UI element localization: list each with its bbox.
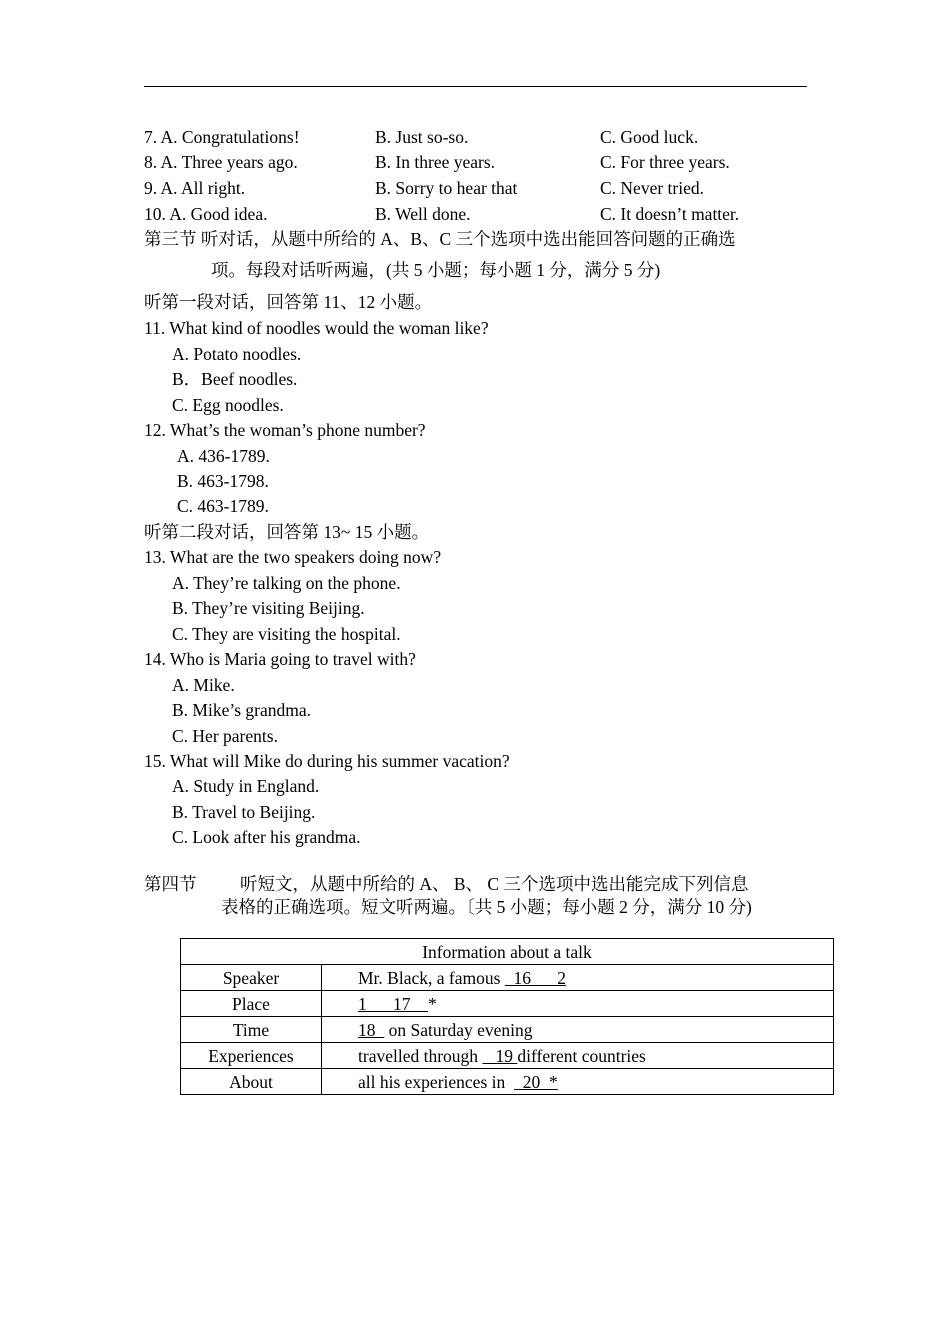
q11-option-b: B．Beef noodles. <box>172 369 298 389</box>
row-key-experiences: Experiences <box>181 1043 322 1069</box>
row-key-time: Time <box>181 1017 322 1043</box>
header-rule <box>144 86 807 87</box>
q15-question: 15. What will Mike do during his summer vacation? <box>144 751 510 771</box>
q7-option-b: B. Just so-so. <box>375 127 469 147</box>
row-key-speaker: Speaker <box>181 965 322 991</box>
value-text: Mr. Black, a famous <box>358 967 505 988</box>
table-row <box>181 965 834 991</box>
table-title-row <box>181 939 834 965</box>
q10-option-a: 10. A. Good idea. <box>144 204 268 224</box>
q13-option-a: A. They’re talking on the phone. <box>172 573 401 593</box>
blank-20: 20 * <box>514 1071 558 1092</box>
value-text: different countries <box>517 1045 646 1066</box>
q11-option-c: C. Egg noodles. <box>172 395 284 415</box>
row-key-place: Place <box>181 991 322 1017</box>
q13-option-b: B. They’re visiting Beijing. <box>172 598 365 618</box>
row-value-place <box>322 991 834 1017</box>
q9-option-a: 9. A. All right. <box>144 178 246 198</box>
q10-option-c: C. It doesn’t matter. <box>600 204 740 224</box>
q15-option-c: C. Look after his grandma. <box>172 827 361 847</box>
blank-17: 1 17 <box>358 993 428 1014</box>
q14-option-b: B. Mike’s grandma. <box>172 700 312 720</box>
value-text: * <box>428 993 437 1014</box>
q8-option-a: 8. A. Three years ago. <box>144 152 298 172</box>
q13-option-c: C. They are visiting the hospital. <box>172 624 401 644</box>
q9-option-b: B. Sorry to hear that <box>375 178 518 198</box>
q12-option-c: C. 463-1789. <box>177 496 269 516</box>
q8-option-b: B. In three years. <box>375 152 496 172</box>
q15-option-a: A. Study in England. <box>172 776 320 796</box>
value-text: on Saturday evening <box>384 1019 533 1040</box>
table-row <box>181 1069 834 1095</box>
row-key-about: About <box>181 1069 322 1095</box>
blank-18: 18 <box>358 1019 385 1040</box>
table-title: Information about a talk <box>181 939 834 965</box>
dialog1-heading: 听第一段对话，回答第 11、12 小题。 <box>144 292 433 312</box>
value-text: all his experiences in <box>358 1071 514 1092</box>
q12-option-b: B. 463-1798. <box>177 471 269 491</box>
table-row <box>181 991 834 1017</box>
q12-option-a: A. 436-1789. <box>177 446 270 466</box>
q11-option-a: A. Potato noodles. <box>172 344 302 364</box>
table-row <box>181 1043 834 1069</box>
section3-instructions-line1: 第三节 听对话，从题中所给的 A、B、C 三个选项中选出能回答问题的正确选 <box>144 229 736 249</box>
row-value-speaker <box>322 965 834 991</box>
row-value-about <box>322 1069 834 1095</box>
row-value-time <box>322 1017 834 1043</box>
section4-instructions-line2: 表格的正确选项。短文听两遍。〔共 5 小题；每小题 2 分，满分 10 分) <box>221 897 752 917</box>
q14-option-a: A. Mike. <box>172 675 235 695</box>
section3-instructions-line2: 项。每段对话听两遍，(共 5 小题；每小题 1 分，满分 5 分) <box>211 260 661 280</box>
q14-question: 14. Who is Maria going to travel with? <box>144 649 416 669</box>
row-value-experiences <box>322 1043 834 1069</box>
dialog2-heading: 听第二段对话，回答第 13~ 15 小题。 <box>144 522 430 542</box>
q9-option-c: C. Never tried. <box>600 178 704 198</box>
table-row <box>181 1017 834 1043</box>
q13-question: 13. What are the two speakers doing now? <box>144 547 442 567</box>
section4-instructions-line1: 听短文，从题中所给的 A、 B、 C 三个选项中选出能完成下列信息 <box>240 874 749 894</box>
section4-label: 第四节 <box>144 874 197 894</box>
info-table <box>180 938 834 1095</box>
q11-question: 11. What kind of noodles would the woman like? <box>144 318 489 338</box>
q7-option-a: 7. A. Congratulations! <box>144 127 300 147</box>
q12-question: 12. What’s the woman’s phone number? <box>144 420 426 440</box>
q7-option-c: C. Good luck. <box>600 127 699 147</box>
q8-option-c: C. For three years. <box>600 152 730 172</box>
blank-16: 16 2 <box>504 967 567 988</box>
q10-option-b: B. Well done. <box>375 204 471 224</box>
value-text: travelled through <box>358 1045 483 1066</box>
blank-19: 19 <box>482 1045 518 1066</box>
q15-option-b: B. Travel to Beijing. <box>172 802 316 822</box>
q14-option-c: C. Her parents. <box>172 726 278 746</box>
